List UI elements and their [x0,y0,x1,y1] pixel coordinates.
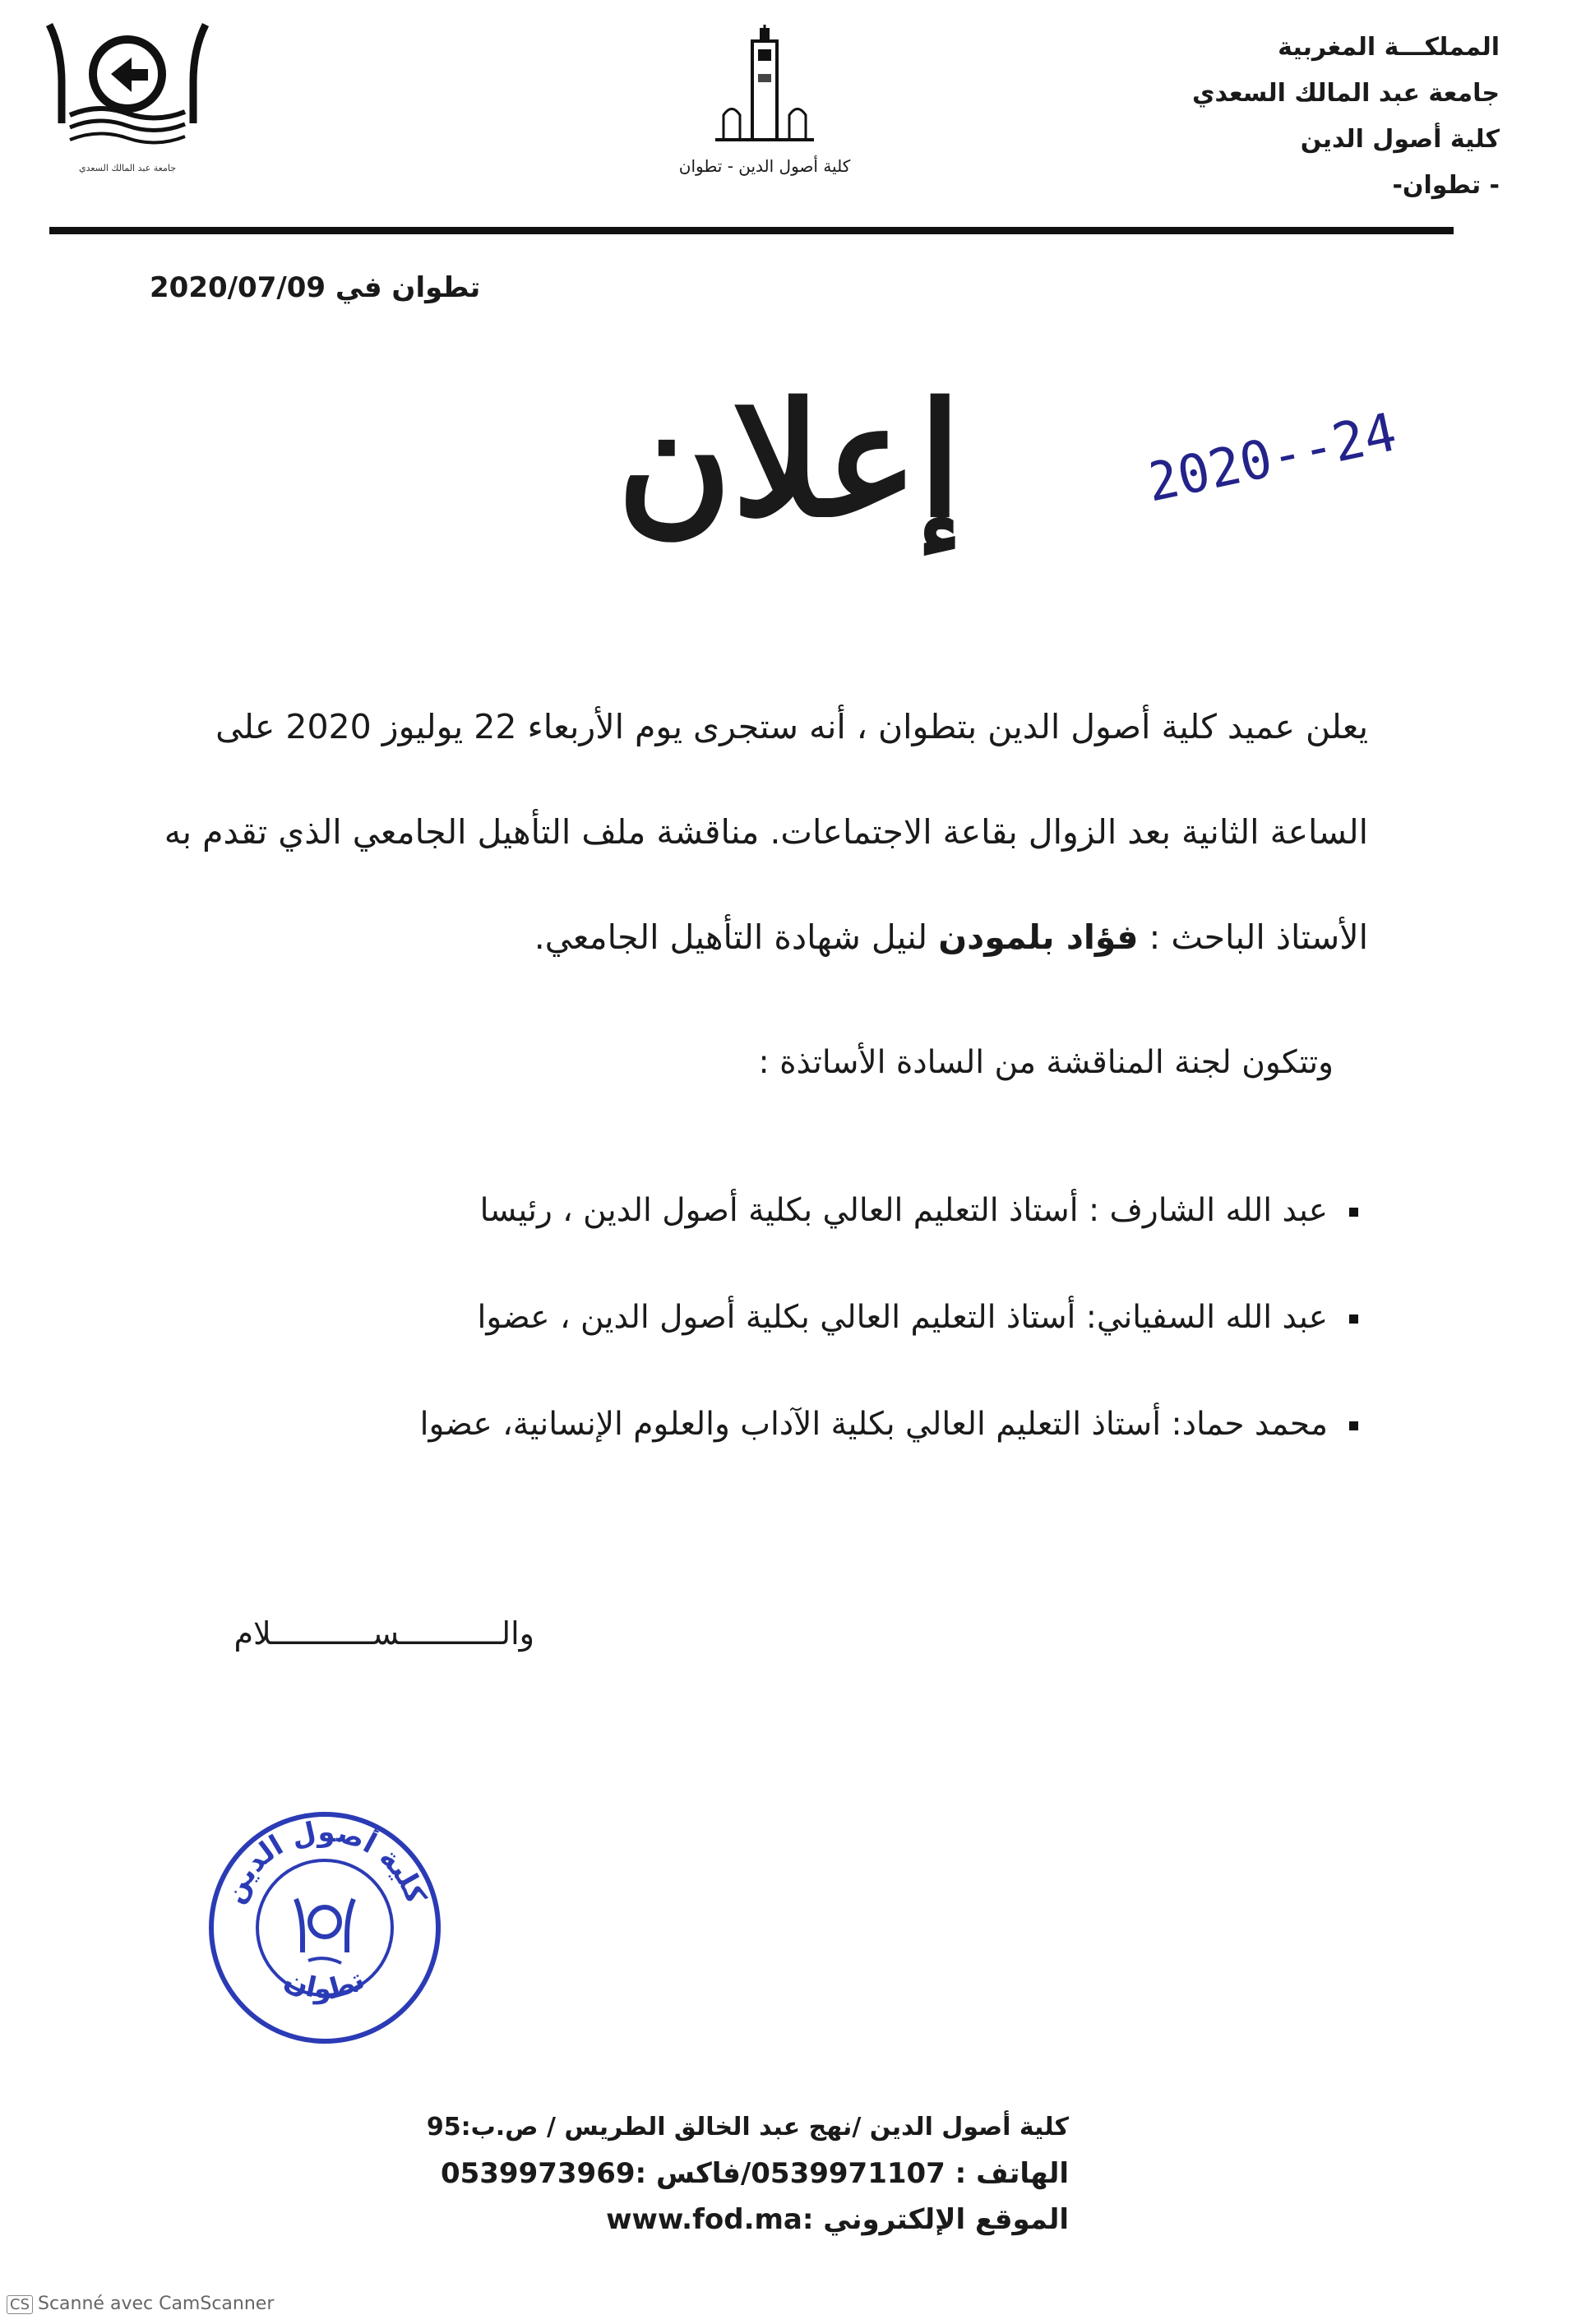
footer-phone-fax: الهاتف : 0539971107/فاكس :0539973969 [440,2157,1069,2190]
faculty-emblem-caption: كلية أصول الدين - تطوان [678,156,851,176]
scanner-note: Scanné avec CamScanner [38,2294,275,2314]
paragraph-line-3 [118,885,1368,990]
reference-number-text: 2020--24 [1151,402,1402,515]
footer-website: الموقع الإلكتروني :www.fod.ma [606,2203,1069,2236]
handwritten-reference [1151,386,1431,518]
paragraph-line-3-suffix: لنيل شهادة التأهيل الجامعي. [534,917,928,957]
paragraph-line-3-prefix: الأستاذ الباحث : [1149,917,1368,957]
university-logo [33,16,222,173]
member-text: عبد الله السفياني: أستاذ التعليم العالي بكلية أصول الدين ، عضوا [477,1299,1328,1336]
member-text: محمد حماد: أستاذ التعليم العالي بكلية الآداب والعلوم الإنسانية، عضوا [419,1406,1328,1443]
svg-text:تطوان [280,1963,371,2007]
footer-contact [426,2105,1069,2243]
member-text: عبد الله الشارف : أستاذ التعليم العالي بكلية أصول الدين ، رئيسا [479,1192,1328,1229]
committee-member [125,1299,1358,1336]
committee-member [125,1406,1358,1443]
kingdom-line: المملكـــة المغربية [1278,33,1500,62]
university-line: جامعة عبد المالك السعدي [1192,79,1500,108]
committee-member [125,1192,1358,1229]
document-title: إعلان [617,368,962,552]
faculty-line: كلية أصول الدين [1300,125,1500,154]
document-date: تطوان في 2020/07/09 [150,271,481,304]
institution-header [1192,25,1500,209]
official-stamp [206,1809,444,2047]
committee-intro: وتتكون لجنة المناقشة من السادة الأساتذة : [758,1044,1334,1081]
closing-salutation: والـــــــــــســـــــــــلام [233,1615,534,1652]
bullet-icon [1349,1421,1358,1430]
logo-caption: جامعة عبد المالك السعدي [78,163,177,173]
stamp-text-top: كلية أصول الدين [217,1815,432,1909]
bullet-icon [1349,1208,1358,1217]
minaret-icon [707,25,822,148]
announcement-paragraph [118,674,1368,990]
paragraph-line-1: يعلن عميد كلية أصول الدين بتطوان ، أنه ستجرى يوم الأربعاء 22 يوليوز 2020 على [215,707,1368,746]
camscanner-icon: CS [7,2295,33,2314]
stamp-text-bottom: تطوان [279,1962,371,2007]
city-line: - تطوان- [1392,171,1500,200]
footer-address: كلية أصول الدين /نهج عبد الخالق الطريس / ص.ب:95 [426,2113,1069,2141]
candidate-name: فؤاد بلمودن [938,917,1139,957]
reference-number-graphic [1151,386,1431,518]
faculty-emblem [625,25,904,176]
stamp-seal-icon [206,1809,444,2047]
paragraph-line-2: الساعة الثانية بعد الزوال بقاعة الاجتماعات. مناقشة ملف التأهيل الجامعي الذي تقدم به [164,812,1368,852]
university-emblem-icon [33,16,222,156]
header-divider [49,227,1454,234]
bullet-icon [1349,1314,1358,1324]
scanner-watermark [7,2294,303,2314]
